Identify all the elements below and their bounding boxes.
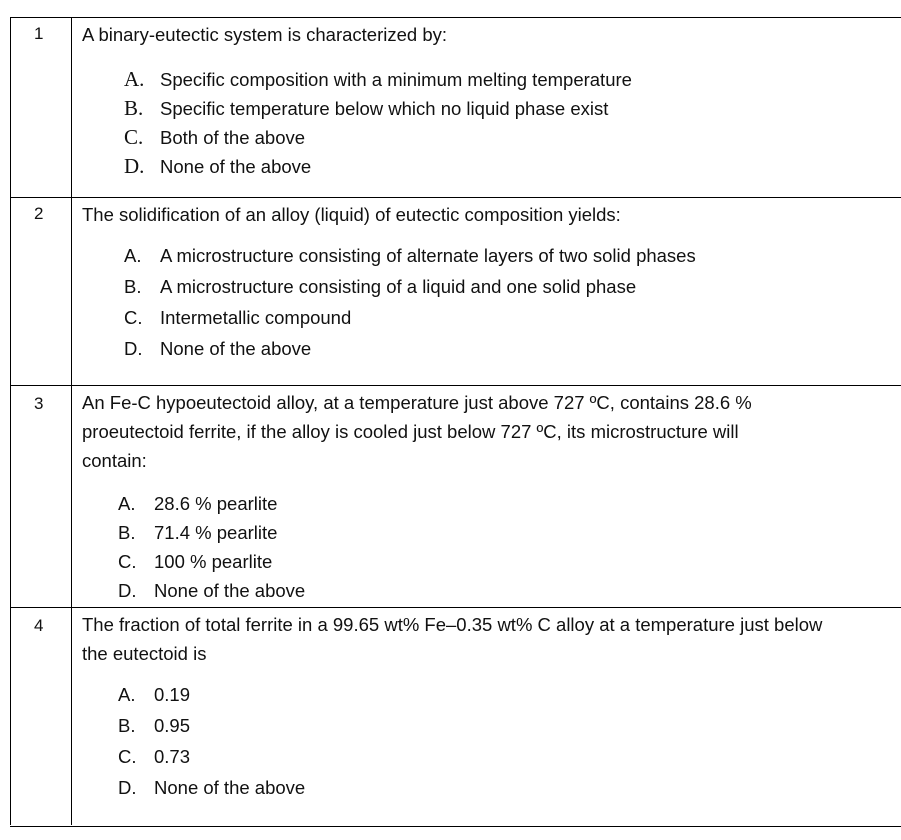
option-c: C. 0.73 <box>118 746 191 767</box>
question-text-line-2: proeutectoid ferrite, if the alloy is cooled just below 727 ºC, its microstructure will <box>82 421 739 442</box>
option-d: D. None of the above <box>124 338 312 359</box>
question-row-4 <box>10 607 901 827</box>
question-text-line-2: the eutectoid is <box>82 643 207 664</box>
option-b: B. 0.95 <box>118 715 191 736</box>
option-b: B. A microstructure consisting of a liquid and one solid phase <box>124 276 637 297</box>
option-d: D. None of the above <box>124 154 312 178</box>
question-text: The solidification of an alloy (liquid) of eutectic composition yields: <box>82 204 621 225</box>
question-number: 4 <box>34 616 44 635</box>
question-text-line-3: contain: <box>82 450 147 471</box>
option-a: A. A microstructure consisting of alternate layers of two solid phases <box>124 245 696 266</box>
question-text-line-1: The fraction of total ferrite in a 99.65 wt% Fe–0.35 wt% C alloy at a temperature just below <box>82 614 823 635</box>
question-number: 2 <box>34 204 44 223</box>
question-number: 3 <box>34 394 44 413</box>
option-c: C. 100 % pearlite <box>118 551 273 572</box>
option-a: A. 28.6 % pearlite <box>118 493 278 514</box>
option-a: A. Specific composition with a minimum melting temperature <box>124 67 632 91</box>
option-c: C. Both of the above <box>124 125 306 149</box>
question-row-2 <box>10 197 901 386</box>
option-a: A. 0.19 <box>118 684 191 705</box>
option-b: B. 71.4 % pearlite <box>118 522 278 543</box>
question-number: 1 <box>34 24 44 43</box>
option-c: C. Intermetallic compound <box>124 307 352 328</box>
option-d: D. None of the above <box>118 580 306 601</box>
question-text: A binary-eutectic system is characterized by: <box>82 24 448 45</box>
question-row-3 <box>10 385 901 608</box>
option-b: B. Specific temperature below which no liquid phase exist <box>124 96 609 120</box>
option-d: D. None of the above <box>118 777 306 798</box>
question-text-line-1: An Fe-C hypoeutectoid alloy, at a temperature just above 727 ºC, contains 28.6 % <box>82 392 752 413</box>
question-row-1 <box>10 17 901 198</box>
